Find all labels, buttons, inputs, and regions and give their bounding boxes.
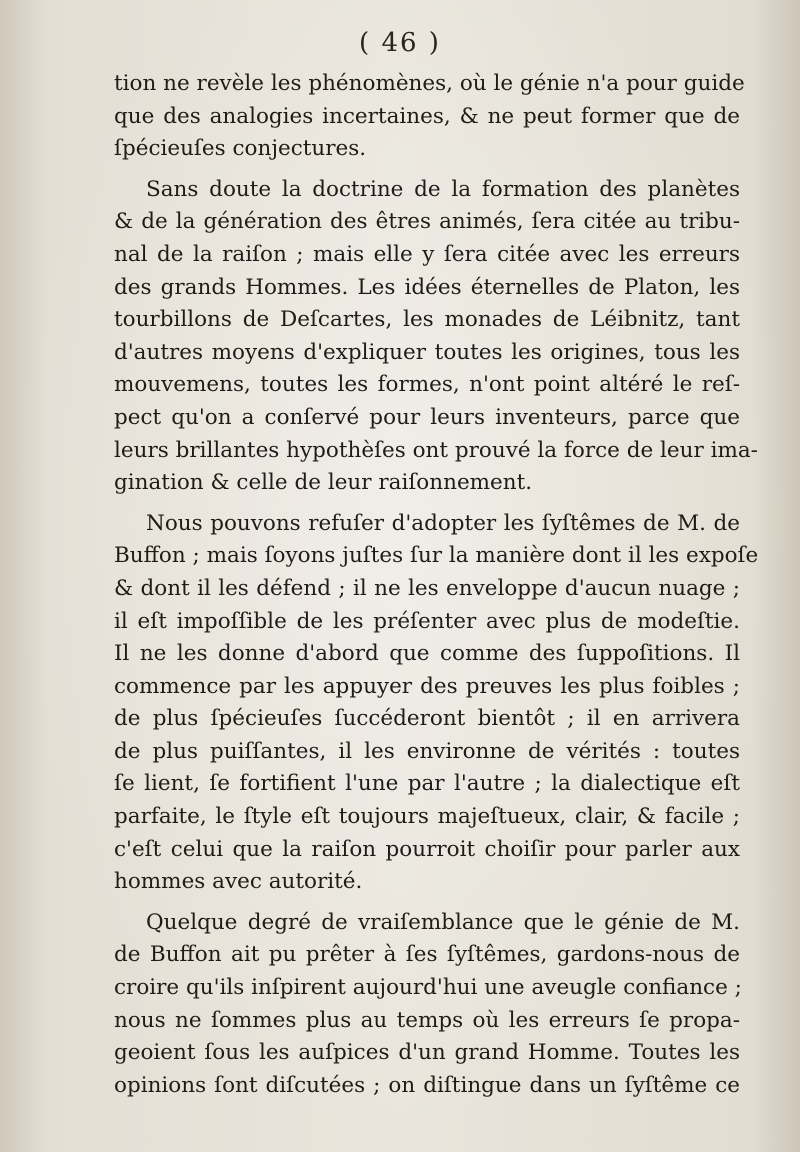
text-line: opinions ſont diſcutées ; on diſtingue dans un ſyſtême ce (114, 1072, 740, 1098)
text-line: mouvemens, toutes les formes, n'ont point altéré le reſ- (114, 372, 740, 398)
text-line: d'autres moyens d'expliquer toutes les origines, tous les (114, 339, 740, 365)
body-text (114, 68, 759, 1102)
text-line: & de la génération des êtres animés, ſera citée au tribu- (114, 209, 740, 235)
paragraph-gap (114, 899, 740, 907)
text-line: leurs brillantes hypothèſes ont prouvé la force de leur ima- (114, 437, 758, 463)
text-line: croire qu'ils inſpirent aujourd'hui une aveugle confiance ; (114, 975, 742, 1001)
text-line: tourbillons de Deſcartes, les monades de Léibnitz, tant (114, 307, 740, 333)
text-line: des grands Hommes. Les idées éternelles de Platon, les (114, 274, 740, 300)
text-line: c'eſt celui que la raiſon pourroit choiſir pour parler aux (114, 836, 740, 862)
text-line: parfaite, le ſtyle eſt toujours majeſtueux, clair, & facile ; (114, 804, 740, 830)
text-line: de Buffon ait pu prêter à ſes ſyſtêmes, gardons-nous de (114, 942, 740, 968)
text-line: nous ne ſommes plus au temps où les erreurs ſe propa- (114, 1007, 740, 1033)
text-line: Quelque degré de vraiſemblance que le génie de M. (146, 909, 740, 935)
text-line: ſpécieuſes conjectures. (114, 136, 367, 162)
text-line: geoient ſous les auſpices d'un grand Homme. Toutes les (114, 1040, 740, 1066)
text-line: de plus ſpécieuſes ſuccéderont bientôt ; il en arrivera (114, 706, 740, 732)
text-line: Il ne les donne d'abord que comme des ſuppoſitions. Il (114, 641, 740, 667)
page-number: ( 46 ) (359, 28, 441, 58)
paragraph-gap (114, 500, 740, 508)
text-line: Sans doute la doctrine de la formation des planètes (146, 176, 740, 202)
text-line: il eſt impoſſible de les préſenter avec plus de modeſtie. (114, 608, 740, 634)
text-line: de plus puiſſantes, il les environne de vérités : toutes (114, 738, 740, 764)
text-line: & dont il les défend ; il ne les enveloppe d'aucun nuage ; (114, 575, 740, 601)
text-line: ſe lient, ſe fortifient l'une par l'autre ; la dialectique eſt (114, 771, 740, 797)
text-line: commence par les appuyer des preuves les plus foibles ; (114, 673, 740, 699)
text-line: nal de la raiſon ; mais elle y ſera citée avec les erreurs (114, 241, 740, 267)
text-line: gination & celle de leur raiſonnement. (114, 470, 533, 496)
text-line: pect qu'on a conſervé pour leurs inventeurs, parce que (114, 404, 740, 430)
text-line: hommes avec autorité. (114, 869, 363, 895)
paragraph-gap (114, 166, 740, 174)
text-line: Buffon ; mais ſoyons juſtes ſur la manière dont il les expoſe (114, 543, 759, 569)
text-line: tion ne revèle les phénomènes, où le génie n'a pour guide (114, 71, 745, 96)
text-line: Nous pouvons refuſer d'adopter les ſyſtêmes de M. de (146, 510, 740, 536)
text-line: que des analogies incertaines, & ne peut former que de (114, 103, 740, 129)
